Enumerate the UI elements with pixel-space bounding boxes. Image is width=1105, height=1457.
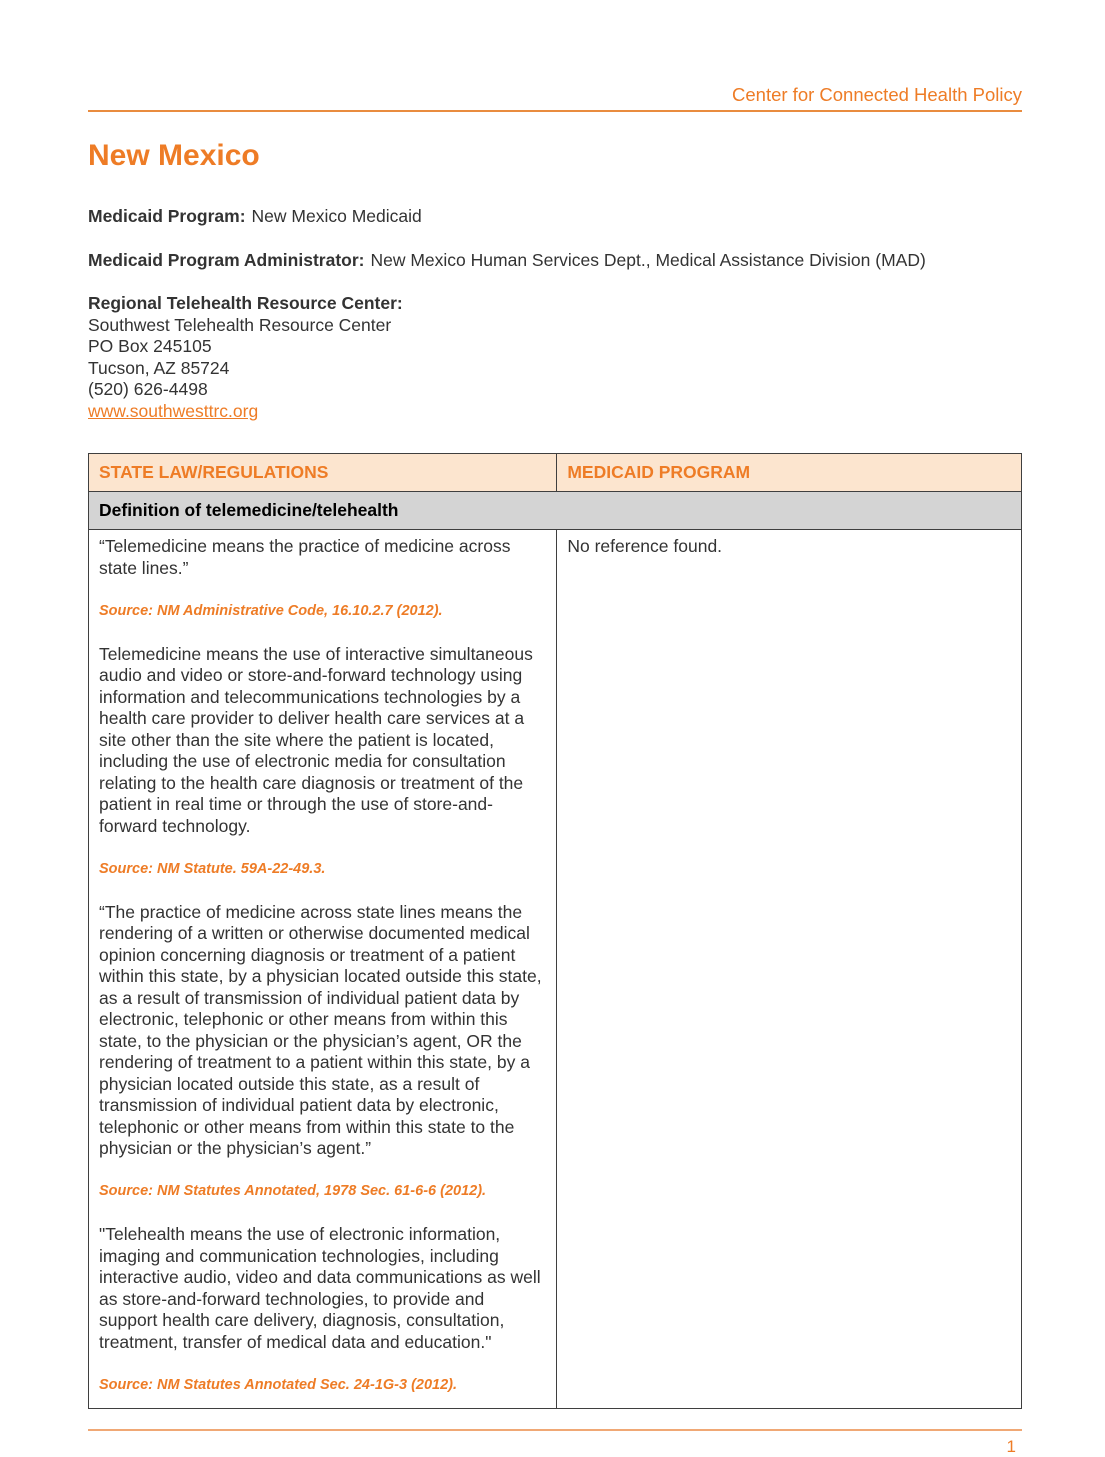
- cell-paragraph: “Telemedicine means the practice of medicine across state lines.”: [99, 536, 511, 578]
- footer-divider: [88, 1429, 1022, 1431]
- state-law-cell: [89, 530, 557, 1409]
- medicaid-program-label: Medicaid Program:: [88, 206, 246, 226]
- address-line: Southwest Telehealth Resource Center: [88, 314, 392, 335]
- header-divider: [88, 110, 1022, 112]
- resource-center-label: Regional Telehealth Resource Center:: [88, 293, 403, 313]
- medicaid-administrator-label: Medicaid Program Administrator:: [88, 249, 365, 270]
- column-header-state-law: STATE LAW/REGULATIONS: [89, 454, 557, 492]
- medicaid-program-cell: [557, 530, 1022, 1409]
- table-header-row: [89, 454, 1022, 492]
- page-number: 1: [1006, 1437, 1016, 1456]
- telehealth-resource-center-block: [88, 293, 1022, 422]
- address-line: PO Box 245105: [88, 336, 212, 356]
- source-citation: Source: NM Statute. 59A-22-49.3.: [99, 860, 326, 877]
- resource-center-link[interactable]: www.southwesttrc.org: [88, 400, 259, 421]
- page-header: [88, 0, 1022, 112]
- medicaid-program-value: New Mexico Medicaid: [251, 206, 422, 226]
- resource-center-address: [88, 315, 1022, 401]
- address-line: (520) 626-4498: [88, 379, 208, 399]
- section-title: Definition of telemedicine/telehealth: [89, 492, 1022, 530]
- cell-paragraph: “The practice of medicine across state lines means the rendering of a written or otherwise documented medical opinion concerning diagnosis or treatment of a patient within this state, by a physician located outside this state, as a result of transmission of individual patient data by electronic, telephonic or other means from within this state, to the physician or the physician’s agent, OR the rendering of treatment to a patient within this state, by a physician located outside this state, as a result of transmission of individual patient data by electronic, telephonic or other means from within this state to the physician or the physician’s agent.”: [99, 901, 542, 1158]
- source-citation: Source: NM Statutes Annotated, 1978 Sec. 61-6-6 (2012).: [99, 1183, 487, 1199]
- address-line: Tucson, AZ 85724: [88, 357, 230, 378]
- source-citation: Source: NM Statutes Annotated Sec. 24-1G-3 (2012).: [99, 1376, 458, 1393]
- table-body-row: [89, 530, 1022, 1409]
- cell-paragraph: "Telehealth means the use of electronic information, imaging and communication technologies, including interactive audio, video and data communications as well as store-and-forward technologies, to provide and support health care delivery, diagnosis, consultation, treatment, transfer of medical data and education.": [99, 1224, 541, 1352]
- cell-paragraph: No reference found.: [567, 536, 723, 556]
- medicaid-administrator-line: [88, 250, 1022, 272]
- source-citation: Source: NM Administrative Code, 16.10.2.7 (2012).: [99, 602, 443, 619]
- column-header-medicaid-program: MEDICAID PROGRAM: [557, 454, 1022, 492]
- brand-text: Center for Connected Health Policy: [732, 84, 1022, 105]
- policy-comparison-table: [88, 453, 1022, 1409]
- cell-paragraph: Telemedicine means the use of interactive simultaneous audio and video or store-and-forward technology using information and telecommunications technologies by a health care provider to deliver health care services at a site other than the site where the patient is located, including the use of electronic media for consultation relating to the health care diagnosis or treatment of the patient in real time or through the use of store-and-forward technology.: [99, 643, 533, 836]
- medicaid-program-line: [88, 206, 1022, 228]
- page-title: New Mexico: [88, 139, 260, 172]
- table-section-row: [89, 492, 1022, 530]
- medicaid-administrator-value: New Mexico Human Services Dept., Medical Assistance Division (MAD): [370, 249, 926, 270]
- page-footer: [88, 1429, 1022, 1457]
